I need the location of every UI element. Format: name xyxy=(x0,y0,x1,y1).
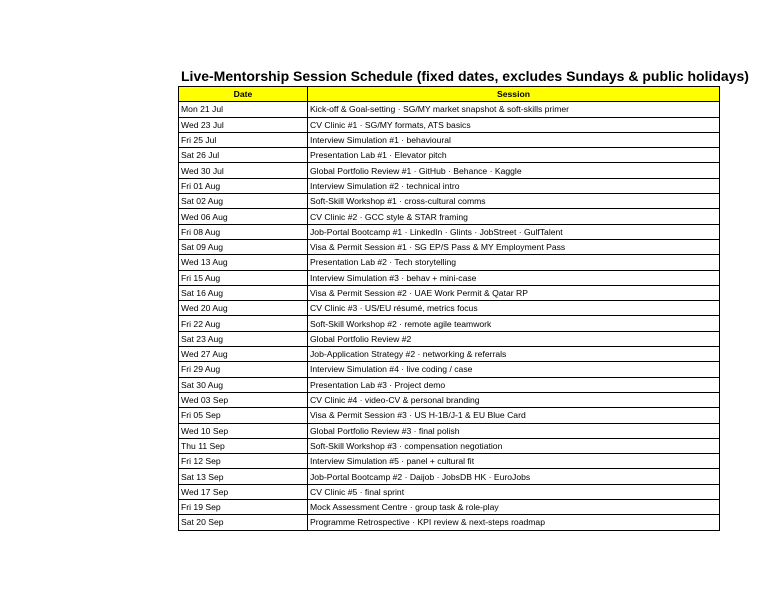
schedule-table xyxy=(178,86,720,531)
cell-date: Wed 27 Aug xyxy=(179,347,308,362)
page-title: Live-Mentorship Session Schedule (fixed dates, excludes Sundays & public holidays) xyxy=(181,68,749,84)
table-row xyxy=(179,209,720,224)
cell-session: Programme Retrospective · KPI review & next-steps roadmap xyxy=(308,515,720,530)
cell-date: Fri 19 Sep xyxy=(179,500,308,515)
table-row xyxy=(179,423,720,438)
column-header-session: Session xyxy=(308,87,720,102)
cell-date: Mon 21 Jul xyxy=(179,102,308,117)
cell-session: Job-Portal Bootcamp #2 · Daijob · JobsDB HK · EuroJobs xyxy=(308,469,720,484)
cell-session: CV Clinic #4 · video-CV & personal branding xyxy=(308,392,720,407)
column-header-date: Date xyxy=(179,87,308,102)
cell-date: Sat 13 Sep xyxy=(179,469,308,484)
table-row xyxy=(179,515,720,530)
cell-session: Interview Simulation #2 · technical intro xyxy=(308,178,720,193)
cell-date: Fri 01 Aug xyxy=(179,178,308,193)
table-header-row xyxy=(179,87,720,102)
cell-session: Interview Simulation #3 · behav + mini-case xyxy=(308,270,720,285)
table-row xyxy=(179,484,720,499)
cell-date: Wed 30 Jul xyxy=(179,163,308,178)
cell-date: Sat 20 Sep xyxy=(179,515,308,530)
cell-session: Global Portfolio Review #3 · final polish xyxy=(308,423,720,438)
cell-session: Visa & Permit Session #1 · SG EP/S Pass & MY Employment Pass xyxy=(308,239,720,254)
cell-session: CV Clinic #1 · SG/MY formats, ATS basics xyxy=(308,117,720,132)
table-row xyxy=(179,148,720,163)
cell-date: Fri 08 Aug xyxy=(179,224,308,239)
cell-session: Soft-Skill Workshop #2 · remote agile teamwork xyxy=(308,316,720,331)
table-row xyxy=(179,438,720,453)
table-row xyxy=(179,316,720,331)
table-row xyxy=(179,500,720,515)
table-row xyxy=(179,255,720,270)
table-row xyxy=(179,239,720,254)
table-row xyxy=(179,194,720,209)
cell-date: Sat 26 Jul xyxy=(179,148,308,163)
cell-session: CV Clinic #3 · US/EU résumé, metrics focus xyxy=(308,301,720,316)
cell-session: Interview Simulation #4 · live coding / case xyxy=(308,362,720,377)
cell-session: Soft-Skill Workshop #3 · compensation negotiation xyxy=(308,438,720,453)
cell-date: Fri 22 Aug xyxy=(179,316,308,331)
cell-session: CV Clinic #5 · final sprint xyxy=(308,484,720,499)
cell-date: Fri 25 Jul xyxy=(179,132,308,147)
table-row xyxy=(179,102,720,117)
cell-date: Fri 05 Sep xyxy=(179,408,308,423)
cell-date: Fri 15 Aug xyxy=(179,270,308,285)
table-row xyxy=(179,132,720,147)
cell-date: Sat 23 Aug xyxy=(179,331,308,346)
cell-date: Sat 02 Aug xyxy=(179,194,308,209)
cell-session: Job-Application Strategy #2 · networking & referrals xyxy=(308,347,720,362)
cell-date: Fri 12 Sep xyxy=(179,454,308,469)
table-row xyxy=(179,163,720,178)
table-row xyxy=(179,178,720,193)
table-row xyxy=(179,408,720,423)
cell-session: Interview Simulation #5 · panel + cultural fit xyxy=(308,454,720,469)
cell-date: Thu 11 Sep xyxy=(179,438,308,453)
cell-date: Wed 06 Aug xyxy=(179,209,308,224)
cell-session: Soft-Skill Workshop #1 · cross-cultural comms xyxy=(308,194,720,209)
cell-date: Sat 09 Aug xyxy=(179,239,308,254)
cell-session: Kick-off & Goal-setting · SG/MY market snapshot & soft-skills primer xyxy=(308,102,720,117)
cell-date: Wed 13 Aug xyxy=(179,255,308,270)
table-row xyxy=(179,285,720,300)
table-row xyxy=(179,469,720,484)
cell-date: Wed 23 Jul xyxy=(179,117,308,132)
table-row xyxy=(179,270,720,285)
cell-session: Global Portfolio Review #2 xyxy=(308,331,720,346)
cell-session: Job-Portal Bootcamp #1 · LinkedIn · Glints · JobStreet · GulfTalent xyxy=(308,224,720,239)
table-row xyxy=(179,454,720,469)
table-row xyxy=(179,347,720,362)
cell-session: Mock Assessment Centre · group task & role-play xyxy=(308,500,720,515)
table-row xyxy=(179,362,720,377)
cell-date: Fri 29 Aug xyxy=(179,362,308,377)
cell-session: Presentation Lab #3 · Project demo xyxy=(308,377,720,392)
schedule-body xyxy=(179,102,720,530)
cell-date: Sat 30 Aug xyxy=(179,377,308,392)
cell-session: Visa & Permit Session #2 · UAE Work Permit & Qatar RP xyxy=(308,285,720,300)
cell-session: Presentation Lab #1 · Elevator pitch xyxy=(308,148,720,163)
cell-session: Visa & Permit Session #3 · US H-1B/J-1 & EU Blue Card xyxy=(308,408,720,423)
cell-date: Wed 03 Sep xyxy=(179,392,308,407)
cell-date: Wed 20 Aug xyxy=(179,301,308,316)
cell-date: Wed 10 Sep xyxy=(179,423,308,438)
table-row xyxy=(179,392,720,407)
table-row xyxy=(179,224,720,239)
cell-session: Global Portfolio Review #1 · GitHub · Behance · Kaggle xyxy=(308,163,720,178)
cell-date: Wed 17 Sep xyxy=(179,484,308,499)
cell-session: Interview Simulation #1 · behavioural xyxy=(308,132,720,147)
cell-session: CV Clinic #2 · GCC style & STAR framing xyxy=(308,209,720,224)
cell-date: Sat 16 Aug xyxy=(179,285,308,300)
table-row xyxy=(179,301,720,316)
table-row xyxy=(179,377,720,392)
table-row xyxy=(179,117,720,132)
table-row xyxy=(179,331,720,346)
cell-session: Presentation Lab #2 · Tech storytelling xyxy=(308,255,720,270)
